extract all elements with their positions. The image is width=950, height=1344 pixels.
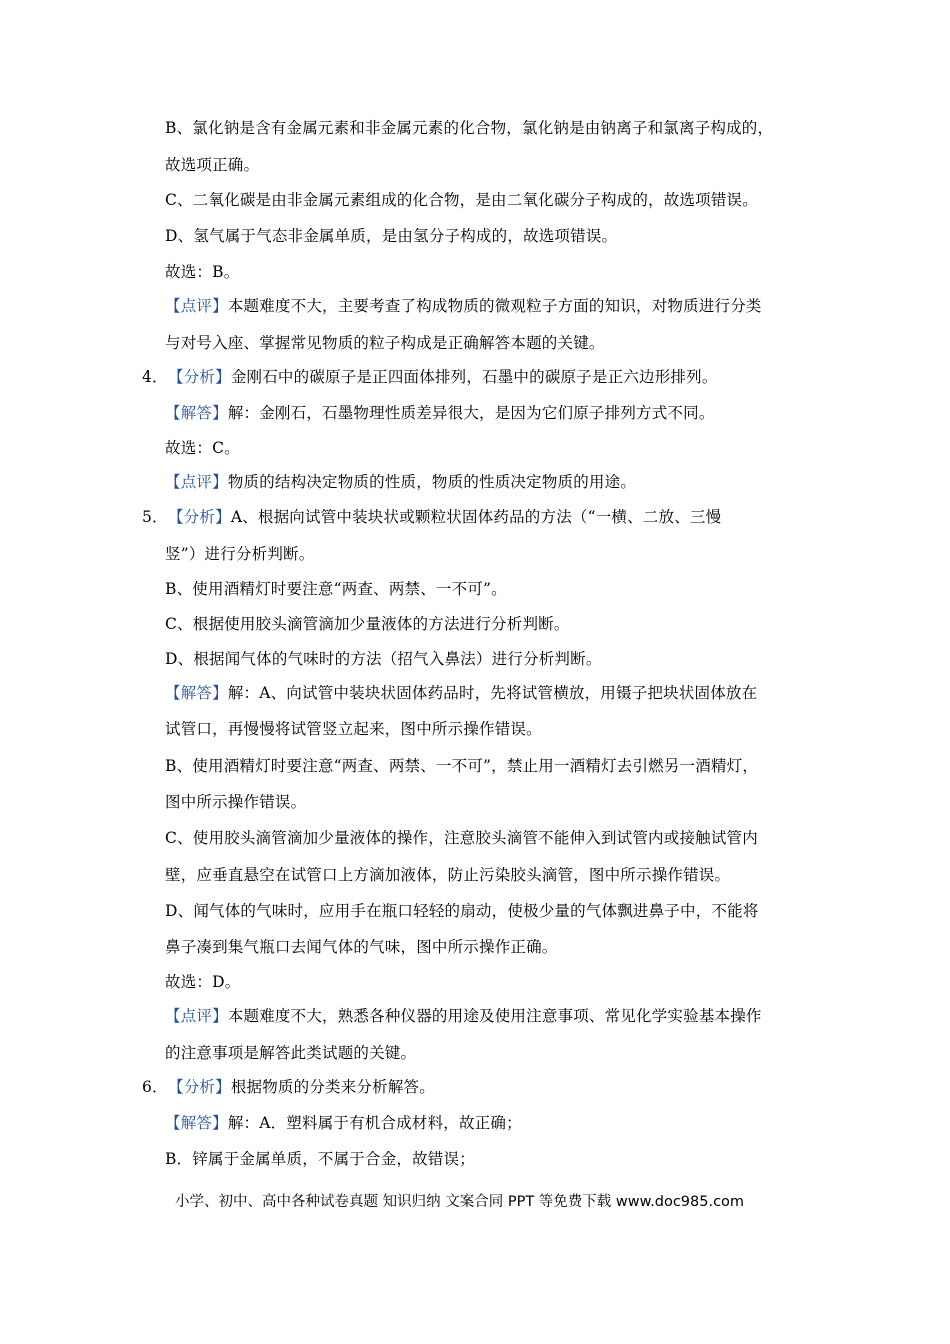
text-line (165, 865, 730, 885)
analysis-tag: 【分析】 (168, 368, 231, 386)
comment-line (165, 296, 762, 316)
comment-tag: 【点评】 (165, 473, 228, 491)
line-text: D、根据闻气体的气味时的方法（招气入鼻法）进行分析判断。 (165, 650, 602, 668)
text-line (165, 614, 570, 634)
text-line (165, 155, 259, 175)
question-5-analysis (142, 507, 721, 527)
answer-line (165, 683, 757, 703)
answer-tag: 【解答】 (165, 404, 228, 422)
comment-tag: 【点评】 (165, 1007, 228, 1025)
line-text: 壁，应垂直悬空在试管口上方滴加液体，防止污染胶头滴管，图中所示操作错误。 (165, 866, 731, 884)
text-line (165, 579, 507, 599)
text-line (165, 544, 314, 564)
line-text: 鼻子凑到集气瓶口去闻气体的气味，图中所示操作正确。 (165, 938, 558, 956)
question-6-analysis (142, 1077, 435, 1097)
text-line (165, 118, 773, 138)
line-text: 物质的结构决定物质的性质，物质的性质决定物质的用途。 (227, 473, 637, 491)
line-text: 竖”）进行分析判断。 (165, 545, 315, 563)
question-4-analysis (142, 367, 718, 387)
question-number: 5． (142, 508, 168, 526)
answer-line (165, 403, 715, 423)
line-text: 解：A．塑料属于有机合成材料，故正确； (227, 1114, 522, 1132)
line-text: B、使用酒精灯时要注意“两查、两禁、一不可”。 (165, 580, 507, 598)
text-line (165, 828, 758, 848)
comment-line (165, 472, 636, 492)
text-line (165, 719, 542, 739)
text-line (165, 190, 758, 210)
line-text: 故选项正确。 (165, 156, 260, 174)
line-text: 解：A、向试管中装块状固体药品时，先将试管横放，用镊子把块状固体放在 (227, 684, 758, 702)
line-text: 的注意事项是解答此类试题的关键。 (165, 1044, 417, 1062)
text-line (165, 937, 558, 957)
line-text: 本题难度不大，熟悉各种仪器的用途及使用注意事项、常见化学实验基本操作 (227, 1007, 762, 1025)
text-line (165, 1149, 475, 1169)
answer-tag: 【解答】 (165, 684, 228, 702)
line-text: 故选：D。 (165, 973, 241, 991)
line-text: 本题难度不大，主要考查了构成物质的微观粒子方面的知识，对物质进行分类 (227, 297, 762, 315)
line-text: 与对号入座、掌握常见物质的粒子构成是正确解答本题的关键。 (165, 334, 605, 352)
analysis-tag: 【分析】 (168, 1078, 231, 1096)
line-text: 试管口，再慢慢将试管竖立起来，图中所示操作错误。 (165, 720, 542, 738)
text-line (165, 972, 240, 992)
text-line (165, 438, 240, 458)
line-text: B、氯化钠是含有金属元素和非金属元素的化合物，氯化钠是由钠离子和氯离子构成的， (165, 119, 774, 137)
text-line (165, 1043, 416, 1063)
line-text: C、根据使用胶头滴管滴加少量液体的方法进行分析判断。 (165, 615, 570, 633)
text-line (165, 226, 617, 246)
question-number: 6． (142, 1078, 168, 1096)
line-text: 解：金刚石，石墨物理性质差异很大，是因为它们原子排列方式不同。 (227, 404, 715, 422)
text-line (165, 756, 758, 776)
line-text: 故选：C。 (165, 439, 240, 457)
page-footer: 小学、初中、高中各种试卷真题 知识归纳 文案合同 PPT 等免费下载 www.doc985.com (175, 1194, 745, 1210)
answer-tag: 【解答】 (165, 1114, 228, 1132)
text-line (165, 649, 602, 669)
line-text: 根据物质的分类来分析解答。 (230, 1078, 435, 1096)
line-text: D、氢气属于气态非金属单质，是由氢分子构成的，故选项错误。 (165, 227, 618, 245)
line-text: B．锌属于金属单质，不属于合金，故错误； (165, 1150, 475, 1168)
line-text: 金刚石中的碳原子是正四面体排列，石墨中的碳原子是正六边形排列。 (230, 368, 718, 386)
analysis-tag: 【分析】 (168, 508, 231, 526)
answer-line (165, 1113, 522, 1133)
line-text: B、使用酒精灯时要注意“两查、两禁、一不可”，禁止用一酒精灯去引燃另一酒精灯， (165, 757, 759, 775)
text-line (165, 901, 759, 921)
line-text: A、根据向试管中装块状或颗粒状固体药品的方法（“一横、二放、三慢 (230, 508, 722, 526)
comment-line (165, 1006, 762, 1026)
text-line (165, 792, 306, 812)
line-text: D、闻气体的气味时，应用手在瓶口轻轻的扇动，使极少量的气体飘进鼻子中，不能将 (165, 902, 759, 920)
comment-tag: 【点评】 (165, 297, 228, 315)
line-text: 故选：B。 (165, 263, 240, 281)
text-line (165, 333, 605, 353)
line-text: 图中所示操作错误。 (165, 793, 307, 811)
text-line (165, 262, 239, 282)
question-number: 4． (142, 368, 168, 386)
line-text: C、使用胶头滴管滴加少量液体的操作，注意胶头滴管不能伸入到试管内或接触试管内 (165, 829, 758, 847)
line-text: C、二氧化碳是由非金属元素组成的化合物，是由二氧化碳分子构成的，故选项错误。 (165, 191, 758, 209)
